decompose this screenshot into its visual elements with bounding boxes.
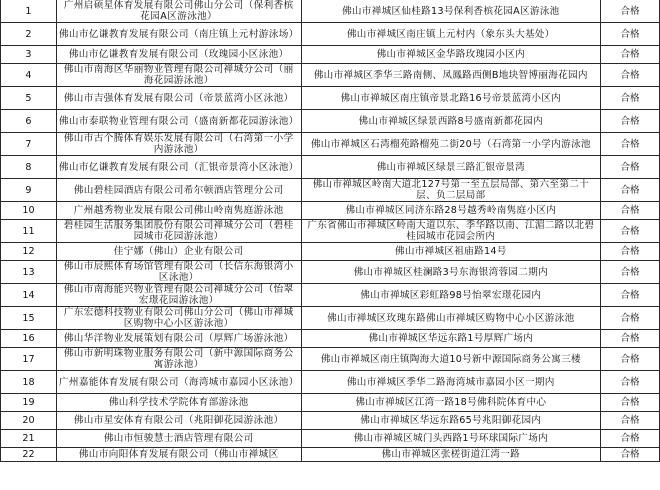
result-cell: 合格 (601, 133, 660, 156)
result-cell: 合格 (601, 23, 660, 46)
address-cell: 佛山市禅城区南庄镇上元村内（象东头大基处） (301, 23, 601, 46)
result-cell: 合格 (601, 202, 660, 220)
row-number: 11 (1, 220, 57, 243)
unit-name-cell: 佳宁娜（佛山）企业有限公司 (56, 243, 301, 261)
address-cell: 佛山市禅城区仙桂路13号保利香槟花园A区游泳池 (301, 0, 601, 23)
address-cell: 广东省佛山市禅城区岭南大道以东、季华路以南、江湄二路以北碧桂园城市花园会所内 (301, 220, 601, 243)
table-row (1, 448, 660, 462)
row-number: 4 (1, 64, 57, 87)
unit-name-cell: 佛山市泰联物业管理有限公司（盛南新都花园游泳池） (56, 110, 301, 133)
unit-name-cell: 佛山市恒骏慧士酒店管理有限公司 (56, 430, 301, 448)
unit-name-cell: 佛山市辰熙体育场馆管理有限公司（长信东海银湾小区泳池） (56, 261, 301, 284)
address-cell: 佛山市禅城区张槎街道江湾一路 (301, 448, 601, 462)
table-row (1, 430, 660, 448)
result-cell: 合格 (601, 87, 660, 110)
result-cell: 合格 (601, 412, 660, 430)
row-number: 6 (1, 110, 57, 133)
row-number: 21 (1, 430, 57, 448)
table-row (1, 284, 660, 307)
unit-name-cell: 佛山市向阳体育发展有限公司（佛山市禅城区 (56, 448, 301, 462)
unit-name-cell: 广州启硕星体育发展有限公司佛山分公司（保利香槟花园A区游泳池） (56, 0, 301, 23)
address-cell: 佛山市禅城区同济东路28号越秀岭南隽庭小区内 (301, 202, 601, 220)
address-cell: 佛山市禅城区华远东路1号厚辉广场内 (301, 330, 601, 348)
address-cell: 佛山市禅城区玫瑰东路佛山市禅城区购物中心小区游泳池 (301, 307, 601, 330)
address-cell: 佛山市禅城区祖庙路14号 (301, 243, 601, 261)
address-cell: 佛山市禅城区金华路玫瑰园小区内 (301, 46, 601, 64)
row-number: 10 (1, 202, 57, 220)
unit-name-cell: 佛山市南海能兴物业管理有限公司禅城分公司（怡翠宏璟花园游泳池） (56, 284, 301, 307)
unit-name-cell: 佛山市亿谦教育发展有限公司（玫瑰园小区泳池） (56, 46, 301, 64)
result-cell: 合格 (601, 179, 660, 202)
result-cell: 合格 (601, 243, 660, 261)
result-cell: 合格 (601, 156, 660, 179)
address-cell: 佛山市禅城区季华三路南侧、凤鳳路西侧B地块智博丽海花园内 (301, 64, 601, 87)
unit-name-cell: 广州越秀物业发展有限公司佛山岭南隽庭游泳池 (56, 202, 301, 220)
row-number: 5 (1, 87, 57, 110)
row-number: 18 (1, 371, 57, 394)
table-row (1, 110, 660, 133)
table-row (1, 87, 660, 110)
table-row (1, 330, 660, 348)
result-cell: 合格 (601, 220, 660, 243)
row-number: 3 (1, 46, 57, 64)
result-cell: 合格 (601, 348, 660, 371)
table-row (1, 394, 660, 412)
unit-name-cell: 碧桂园生活服务集团股份有限公司禅城分公司（碧桂园城市花园游泳池） (56, 220, 301, 243)
address-cell: 佛山市禅城区绿景三路汇银帝景湾 (301, 156, 601, 179)
row-number: 12 (1, 243, 57, 261)
unit-name-cell: 佛山华洋物业发展策划有限公司（厚辉广场游泳池） (56, 330, 301, 348)
row-number: 16 (1, 330, 57, 348)
row-number: 22 (1, 448, 57, 462)
row-number: 13 (1, 261, 57, 284)
unit-name-cell: 佛山市亿谦教育发展有限公司（汇银帝景湾小区泳池） (56, 156, 301, 179)
row-number: 20 (1, 412, 57, 430)
row-number: 17 (1, 348, 57, 371)
address-cell: 佛山市禅城区岭南大道北127号第一至五层局部、第六至第二十层、负二层局部 (301, 179, 601, 202)
unit-name-cell: 广州嘉能体育发展有限公司（海湾城市嘉园小区泳池） (56, 371, 301, 394)
unit-name-cell: 佛山碧桂园酒店有限公司希尔顿酒店管理分公司 (56, 179, 301, 202)
table-body (1, 0, 660, 462)
address-cell: 佛山市禅城区华远东路65号兆阳御花园内 (301, 412, 601, 430)
unit-name-cell: 佛山市南海区华丽物业管理有限公司禅城分公司（丽海花园游泳池） (56, 64, 301, 87)
row-number: 7 (1, 133, 57, 156)
table-row (1, 0, 660, 23)
unit-name-cell: 佛山科学技术学院体育部游泳池 (56, 394, 301, 412)
result-cell: 合格 (601, 448, 660, 462)
result-cell: 合格 (601, 307, 660, 330)
result-cell: 合格 (601, 110, 660, 133)
unit-name-cell: 广东宏德科技物业有限公司佛山分公司（佛山市禅城区购物中心小区游泳池） (56, 307, 301, 330)
unit-name-cell: 佛山市新明珠物业服务有限公司（新中源国际商务公寓游泳池） (56, 348, 301, 371)
address-cell: 佛山市禅城区南庄镇帝景北路16号帝景蓝湾小区内 (301, 87, 601, 110)
result-cell: 合格 (601, 64, 660, 87)
row-number: 15 (1, 307, 57, 330)
table-row (1, 179, 660, 202)
table-row (1, 412, 660, 430)
unit-name-cell: 佛山市吉强体育发展有限公司（帝景蓝湾小区泳池） (56, 87, 301, 110)
table-row (1, 64, 660, 87)
address-cell: 佛山市禅城区江湾一路18号佛科院体育中心 (301, 394, 601, 412)
address-cell: 佛山市禅城区彩虹路98号怡翠宏璟花园内 (301, 284, 601, 307)
row-number: 9 (1, 179, 57, 202)
result-cell: 合格 (601, 284, 660, 307)
address-cell: 佛山市禅城区绿景西路8号盛南新都花园内 (301, 110, 601, 133)
table-row (1, 202, 660, 220)
table-row (1, 133, 660, 156)
address-cell: 佛山市禅城区南庄镇陶海大道10号新中源国际商务公寓三楼 (301, 348, 601, 371)
table-row (1, 307, 660, 330)
table-row (1, 371, 660, 394)
unit-name-cell: 佛山市星安体育有限公司（兆阳御花园游泳池） (56, 412, 301, 430)
result-cell: 合格 (601, 394, 660, 412)
result-cell: 合格 (601, 371, 660, 394)
table-row (1, 23, 660, 46)
row-number: 8 (1, 156, 57, 179)
table-row (1, 220, 660, 243)
row-number: 19 (1, 394, 57, 412)
result-cell: 合格 (601, 0, 660, 23)
address-cell: 佛山市禅城区城门头西路1号环球国际广场内 (301, 430, 601, 448)
result-cell: 合格 (601, 330, 660, 348)
row-number: 1 (1, 0, 57, 23)
result-cell: 合格 (601, 46, 660, 64)
row-number: 14 (1, 284, 57, 307)
table-row (1, 243, 660, 261)
address-cell: 佛山市禅城区桂澜路3号东海银湾蓉园二期内 (301, 261, 601, 284)
address-cell: 佛山市禅城区石湾榴苑路榴苑二街20号（石湾第一小学内游泳池 (301, 133, 601, 156)
table-row (1, 261, 660, 284)
table-row (1, 156, 660, 179)
table-row (1, 46, 660, 64)
address-cell: 佛山市禅城区季华二路海湾城市嘉园小区一期内 (301, 371, 601, 394)
unit-name-cell: 佛山市亿谦教育发展有限公司（南庄镇上元村游泳场） (56, 23, 301, 46)
unit-name-cell: 佛山市古个腾体育娱乐发展有限公司（石湾第一小学内游泳池） (56, 133, 301, 156)
result-cell: 合格 (601, 261, 660, 284)
result-cell: 合格 (601, 430, 660, 448)
row-number: 2 (1, 23, 57, 46)
table-row (1, 348, 660, 371)
